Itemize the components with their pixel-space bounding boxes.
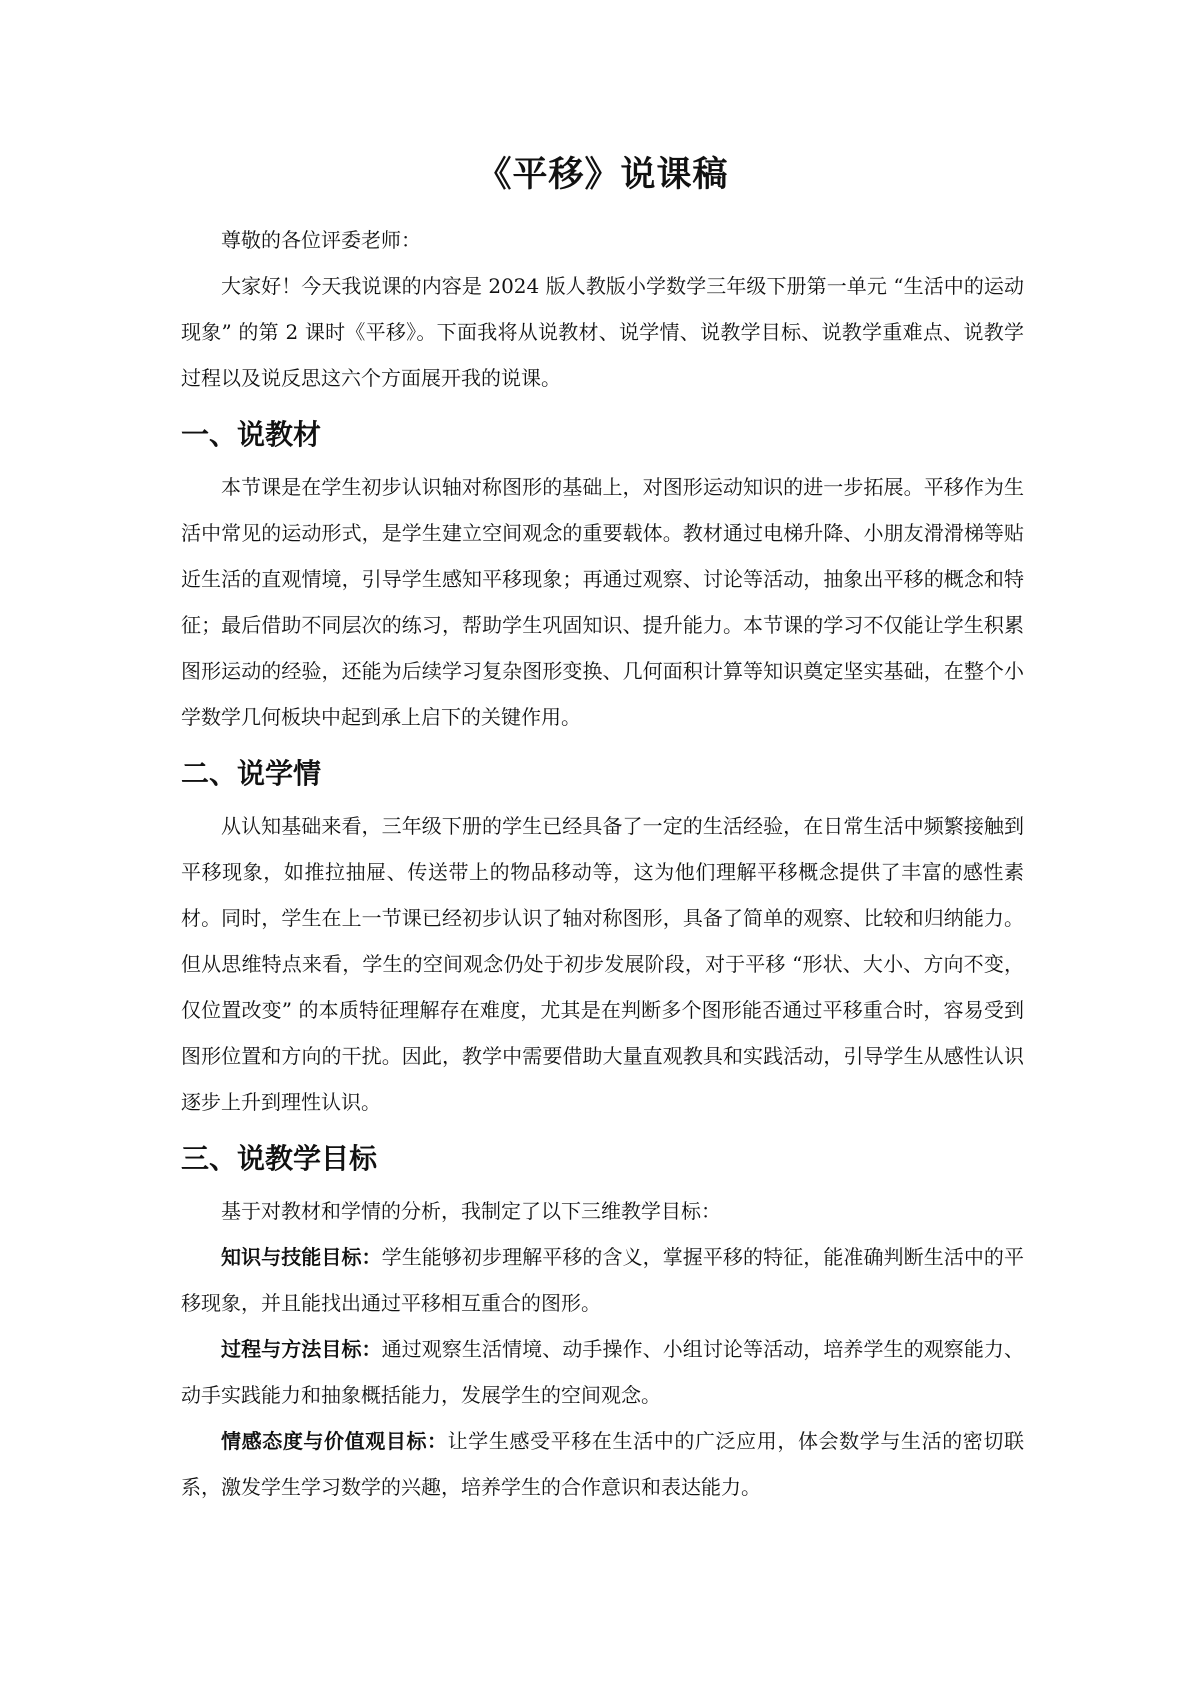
section-heading-goals: 三、说教学目标 (181, 1142, 378, 1175)
goal-knowledge-paragraph (181, 1234, 1024, 1326)
goals-intro-paragraph: 基于对教材和学情的分析，我制定了以下三维教学目标： (221, 1199, 721, 1223)
intro-paragraph: 大家好！今天我说课的内容是 2024 版人教版小学数学三年级下册第一单元 “生活中的运动现象” 的第 2 课时《平移》。下面我将从说教材、说学情、说教学目标、说教学重难点、说教学过程以及说反思这六个方面展开我的说课。 (181, 274, 1024, 390)
goal-emotion-label: 情感态度与价值观目标： (221, 1429, 448, 1453)
goal-process-paragraph (181, 1326, 1024, 1418)
goal-process-text: 通过观察生活情境、动手操作、小组讨论等活动，培养学生的观察能力、动手实践能力和抽象概括能力，发展学生的空间观念。 (181, 1337, 1025, 1407)
textbook-paragraph: 本节课是在学生初步认识轴对称图形的基础上，对图形运动知识的进一步拓展。平移作为生活中常见的运动形式，是学生建立空间观念的重要载体。教材通过电梯升降、小朋友滑滑梯等贴近生活的直观情境，引导学生感知平移现象；再通过观察、讨论等活动，抽象出平移的概念和特征；最后借助不同层次的练习，帮助学生巩固知识、提升能力。本节课的学习不仅能让学生积累图形运动的经验，还能为后续学习复杂图形变换、几何面积计算等知识奠定坚实基础，在整个小学数学几何板块中起到承上启下的关键作用。 (181, 475, 1024, 729)
document-body (181, 145, 1024, 1510)
goal-knowledge-label: 知识与技能目标： (221, 1245, 382, 1269)
goal-knowledge-text: 学生能够初步理解平移的含义，掌握平移的特征，能准确判断生活中的平移现象，并且能找出通过平移相互重合的图形。 (181, 1245, 1025, 1315)
section-heading-students: 二、说学情 (181, 757, 322, 790)
salutation: 尊敬的各位评委老师： (221, 228, 421, 252)
document-title: 《平移》说课稿 (476, 155, 729, 195)
goal-process-label: 过程与方法目标： (221, 1337, 382, 1361)
goal-emotion-paragraph (181, 1418, 1024, 1510)
students-paragraph: 从认知基础来看，三年级下册的学生已经具备了一定的生活经验，在日常生活中频繁接触到平移现象，如推拉抽屉、传送带上的物品移动等，这为他们理解平移概念提供了丰富的感性素材。同时，学生在上一节课已经初步认识了轴对称图形，具备了简单的观察、比较和归纳能力。但从思维特点来看，学生的空间观念仍处于初步发展阶段，对于平移 “形状、大小、方向不变，仅位置改变” 的本质特征理解存在难度，尤其是在判断多个图形能否通过平移重合时，容易受到图形位置和方向的干扰。因此，教学中需要借助大量直观教具和实践活动，引导学生从感性认识逐步上升到理性认识。 (181, 814, 1024, 1114)
goal-emotion-text: 让学生感受平移在生活中的广泛应用，体会数学与生活的密切联系，激发学生学习数学的兴趣，培养学生的合作意识和表达能力。 (181, 1429, 1025, 1499)
section-heading-textbook: 一、说教材 (181, 418, 322, 451)
